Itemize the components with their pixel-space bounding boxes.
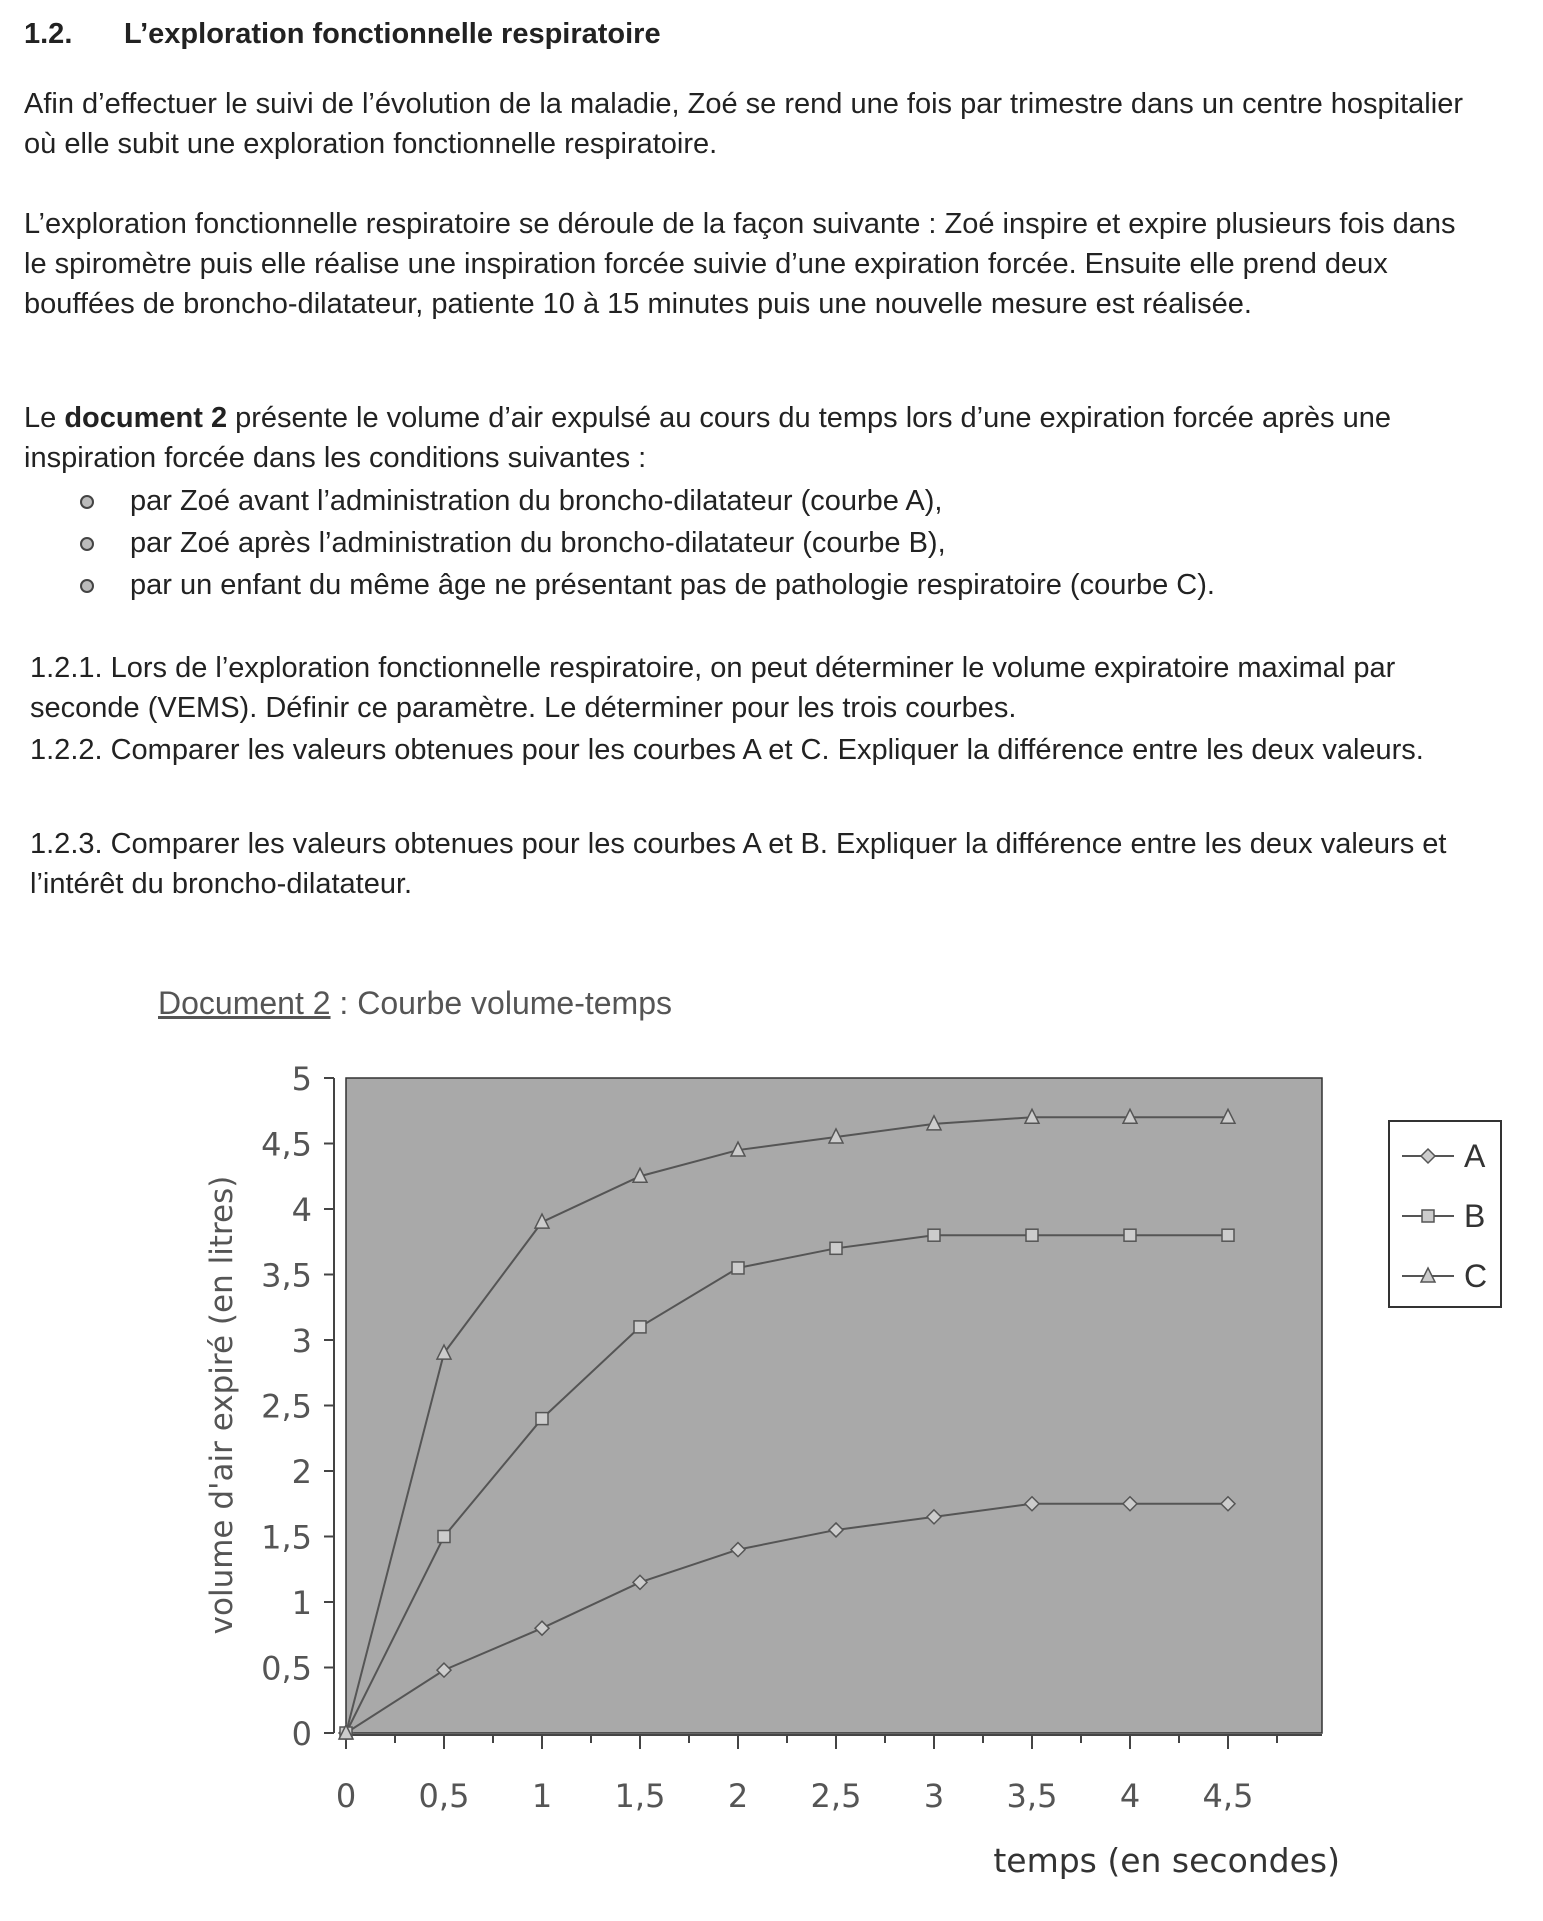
data-point-b bbox=[1222, 1229, 1234, 1241]
list-item-text: par Zoé après l’administration du broncho-dilatateur (courbe B), bbox=[130, 527, 946, 559]
y-tick-label: 3 bbox=[291, 1322, 312, 1360]
legend-label: A bbox=[1464, 1137, 1486, 1174]
y-tick-label: 2,5 bbox=[261, 1387, 312, 1426]
x-tick-label: 0 bbox=[335, 1777, 357, 1815]
data-point-b bbox=[536, 1413, 548, 1425]
paragraph-intro: Afin d’effectuer le suivi de l’évolution de la maladie, Zoé se rend une fois par trimestre dans un centre hospitalier où elle subit une exploration fonctionnelle respiratoire. bbox=[24, 88, 1463, 160]
y-tick-label: 5 bbox=[291, 1060, 312, 1098]
y-axis-title: volume d'air expiré (en litres) bbox=[204, 1175, 240, 1635]
data-point-b bbox=[830, 1242, 842, 1254]
question-1-2-1: 1.2.1. Lors de l’exploration fonctionnelle respiratoire, on peut déterminer le volume expiratoire maximal par seconde (VEMS). Définir ce paramètre. Le déterminer pour les trois courbes. bbox=[30, 652, 1396, 724]
legend-label: B bbox=[1464, 1197, 1486, 1234]
document-label: Document 2 bbox=[158, 985, 331, 1021]
x-tick-label: 1,5 bbox=[614, 1777, 666, 1815]
x-tick-label: 2,5 bbox=[810, 1777, 862, 1815]
legend-item-a bbox=[1400, 1136, 1485, 1176]
data-point-b bbox=[438, 1531, 450, 1543]
y-tick-label: 2 bbox=[291, 1453, 312, 1491]
document-reference: document 2 bbox=[64, 402, 228, 434]
y-tick-label: 3,5 bbox=[261, 1256, 312, 1295]
legend-item-c bbox=[1400, 1256, 1487, 1296]
y-tick-label: 4 bbox=[291, 1191, 312, 1229]
data-point-b bbox=[1124, 1229, 1136, 1241]
x-tick-label: 4,5 bbox=[1202, 1777, 1254, 1815]
legend-marker bbox=[1422, 1210, 1434, 1222]
document-separator: : bbox=[330, 985, 358, 1021]
data-point-b bbox=[928, 1229, 940, 1241]
y-tick-label: 1 bbox=[291, 1584, 312, 1622]
legend-symbol-diamond-icon bbox=[1400, 1144, 1456, 1168]
x-tick-label: 3,5 bbox=[1006, 1777, 1058, 1815]
x-tick-label: 3 bbox=[923, 1777, 945, 1815]
question-1-2-2: 1.2.2. Comparer les valeurs obtenues pour les courbes A et C. Expliquer la différence entre les deux valeurs. bbox=[30, 734, 1424, 766]
x-tick-label: 0,5 bbox=[418, 1777, 470, 1815]
paragraph-rest: présente le volume d’air expulsé au cours du temps lors d’une expiration forcée après une inspiration forcée dans les conditions suivantes : bbox=[24, 402, 1391, 474]
data-point-b bbox=[1026, 1229, 1038, 1241]
question-1-2-3: 1.2.3. Comparer les valeurs obtenues pour les courbes A et B. Expliquer la différence entre les deux valeurs et l’intérêt du broncho-dilatateur. bbox=[30, 828, 1447, 900]
y-tick-label: 1,5 bbox=[261, 1518, 312, 1557]
section-title: L’exploration fonctionnelle respiratoire bbox=[124, 18, 661, 50]
chart-legend bbox=[1388, 1120, 1502, 1308]
section-number: 1.2. bbox=[24, 18, 73, 50]
y-tick-label: 4,5 bbox=[261, 1125, 312, 1164]
list-item-text: par Zoé avant l’administration du broncho-dilatateur (courbe A), bbox=[130, 485, 943, 517]
legend-symbol-square-icon bbox=[1400, 1204, 1456, 1228]
x-tick-label: 2 bbox=[727, 1777, 749, 1815]
x-tick-label: 4 bbox=[1119, 1777, 1141, 1815]
x-axis-title: temps (en secondes) bbox=[993, 1841, 1340, 1880]
document-caption: Courbe volume-temps bbox=[357, 985, 672, 1021]
legend-label: C bbox=[1464, 1257, 1488, 1294]
paragraph-prefix: Le bbox=[24, 402, 65, 434]
data-point-b bbox=[732, 1262, 744, 1274]
legend-item-b bbox=[1400, 1196, 1485, 1236]
x-tick-label: 1 bbox=[531, 1777, 553, 1815]
legend-marker bbox=[1421, 1149, 1435, 1163]
paragraph-procedure: L’exploration fonctionnelle respiratoire se déroule de la façon suivante : Zoé inspire et expire plusieurs fois dans le spiromètre puis elle réalise une inspiration forcée suivie d’une expiration forcée. Ensuite elle prend deux bouffées de broncho-dilatateur, patiente 10 à 15 minutes puis une nouvelle mesure est réalisée. bbox=[24, 208, 1456, 320]
plot-area bbox=[346, 1078, 1322, 1733]
data-point-b bbox=[634, 1321, 646, 1333]
list-item-text: par un enfant du même âge ne présentant pas de pathologie respiratoire (courbe C). bbox=[130, 569, 1215, 601]
y-tick-label: 0 bbox=[291, 1715, 312, 1753]
y-tick-label: 0,5 bbox=[261, 1649, 312, 1688]
legend-symbol-triangle-icon bbox=[1400, 1264, 1456, 1288]
